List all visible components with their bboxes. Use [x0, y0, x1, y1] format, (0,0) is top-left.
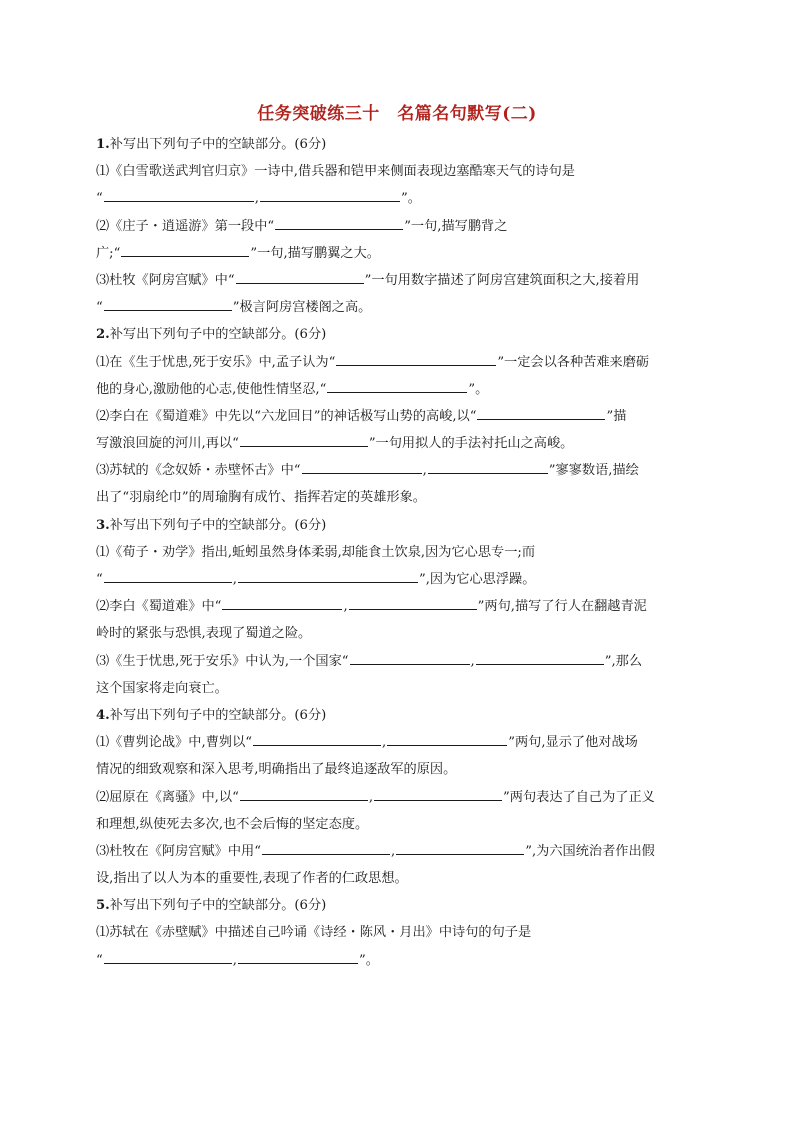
- comma: ,: [470, 653, 475, 669]
- q4-item-2-text: 和理想,纵使死去多次,也不会后悔的坚定态度。: [96, 816, 369, 832]
- answer-blank[interactable]: [104, 186, 254, 202]
- q3-item-3-text: 这个国家将走向衰亡。: [96, 680, 228, 696]
- comma: ,: [232, 572, 237, 587]
- q1-item-3-text: ”一句用数字描述了阿房宫建筑面积之大,接着用: [364, 272, 640, 288]
- question-number: 3.: [96, 517, 110, 533]
- q1-item-1-line-1: [96, 158, 698, 185]
- comma: ,: [391, 843, 396, 859]
- answer-blank[interactable]: [240, 785, 368, 801]
- answer-blank[interactable]: [387, 730, 507, 746]
- question-number: 4.: [96, 707, 110, 723]
- q4-item-2-line-2: [96, 811, 698, 838]
- answer-blank[interactable]: [275, 214, 403, 230]
- q4-item-1-line-2: [96, 756, 698, 783]
- q2-item-2-line-1: [96, 403, 698, 430]
- q3-item-3-text: ”,那么: [604, 653, 643, 669]
- q1-item-2-text: ”一句,描写鹏背之: [404, 218, 508, 234]
- q3-item-2-line-2: [96, 620, 698, 647]
- q4-item-3-text: ⑶杜牧在《阿房宫赋》中用“: [96, 843, 261, 859]
- comma: ,: [382, 735, 387, 751]
- q2-item-1-text: ⑴在《生于忧患,死于安乐》中,孟子认为“: [96, 354, 336, 370]
- answer-blank[interactable]: [236, 268, 364, 284]
- answer-blank[interactable]: [121, 241, 249, 257]
- comma: ,: [232, 952, 237, 968]
- q4-item-3-line-2: [96, 865, 698, 892]
- q2-item-1-text: 他的身心,激励他的心志,使他性情坚忍,“: [96, 381, 327, 397]
- q4-item-1-text: ”两句,显示了他对战场: [508, 735, 638, 751]
- q4-item-2-text: ”两句表达了自己为了正义: [503, 789, 655, 805]
- comma: ,: [422, 463, 427, 479]
- q4-item-3-text: ”,为六国统治者作出假: [525, 843, 655, 859]
- q4-item-1-text: 情况的细致观察和深入思考,明确指出了最终追逐敌军的原因。: [96, 762, 457, 778]
- question-5-heading: [96, 892, 698, 919]
- question-3-heading: [96, 512, 698, 539]
- answer-blank[interactable]: [476, 649, 604, 665]
- q4-item-3-line-1: [96, 838, 698, 865]
- q3-item-1-text: ”,因为它心思浮躁。: [418, 572, 536, 587]
- q3-item-3-line-2: [96, 675, 698, 702]
- question-4-heading: [96, 702, 698, 729]
- q1-item-2-line-2: [96, 240, 698, 267]
- answer-blank[interactable]: [238, 567, 418, 583]
- q2-item-2-line-2: [96, 430, 698, 457]
- q2-item-3-line-2: [96, 484, 698, 511]
- q1-item-2-line-1: [96, 213, 698, 240]
- q4-item-1-line-1: [96, 729, 698, 756]
- q2-item-1-line-1: [96, 349, 698, 376]
- q4-item-3-text: 设,指出了以人为本的重要性,表现了作者的仁政思想。: [96, 871, 408, 887]
- q1-item-1-line-2: [96, 185, 698, 212]
- q1-item-3-text: ⑶杜牧《阿房宫赋》中“: [96, 272, 235, 288]
- comma: ,: [254, 191, 259, 207]
- q5-item-1-text: ⑴苏轼在《赤壁赋》中描述自己吟诵《诗经・陈风・月出》中诗句的句子是: [96, 925, 532, 941]
- question-number: 2.: [96, 327, 110, 343]
- question-instruction: 补写出下列句子中的空缺部分。(6分): [109, 707, 327, 723]
- question-1-heading: [96, 131, 698, 158]
- quote-open: “: [96, 300, 103, 316]
- answer-blank[interactable]: [238, 948, 358, 964]
- question-instruction: 补写出下列句子中的空缺部分。(6分): [109, 327, 327, 343]
- answer-blank[interactable]: [374, 785, 502, 801]
- q2-item-2-text: ⑵李白在《蜀道难》中先以“六龙回日”的神话极写山势的高峻,以“: [96, 408, 477, 424]
- q1-item-2-text: 广;“: [96, 245, 121, 261]
- answer-blank[interactable]: [240, 431, 368, 447]
- question-number: 1.: [96, 137, 110, 152]
- question-list: [96, 131, 698, 974]
- q3-item-2-text: ⑵李白《蜀道难》中“: [96, 599, 222, 615]
- q2-item-2-text: 写激浪回旋的河川,再以“: [96, 436, 239, 452]
- question-instruction: 补写出下列句子中的空缺部分。(6分): [109, 898, 327, 914]
- question-instruction: 补写出下列句子中的空缺部分。(6分): [109, 137, 327, 152]
- q2-item-3-text: ⑶苏轼的《念奴娇・赤壁怀古》中“: [96, 463, 301, 479]
- answer-blank[interactable]: [104, 295, 232, 311]
- q5-item-1-line-1: [96, 919, 698, 946]
- question-instruction: 补写出下列句子中的空缺部分。(6分): [109, 517, 327, 533]
- q2-item-3-text: 出了“羽扇纶巾”的周瑜胸有成竹、指挥若定的英雄形象。: [96, 490, 426, 506]
- answer-blank[interactable]: [253, 730, 381, 746]
- answer-blank[interactable]: [349, 594, 477, 610]
- answer-blank[interactable]: [396, 839, 524, 855]
- q3-item-1-line-2: [96, 566, 698, 593]
- quote-open: “: [96, 191, 103, 207]
- q1-item-3-line-1: [96, 267, 698, 294]
- q1-item-1-text: ⑴《白雪歌送武判官归京》一诗中,借兵器和铠甲来侧面表现边塞酷寒天气的诗句是: [96, 164, 575, 180]
- answer-blank[interactable]: [336, 350, 496, 366]
- q3-item-3-text: ⑶《生于忧患,死于安乐》中认为,一个国家“: [96, 653, 349, 669]
- q4-item-2-text: ⑵屈原在《离骚》中,以“: [96, 789, 239, 805]
- q1-item-3-text: ”极言阿房宫楼阁之高。: [232, 300, 372, 316]
- q2-item-2-text: ”描: [606, 408, 627, 424]
- q3-item-2-line-1: [96, 593, 698, 620]
- q3-item-1-text: ⑴《荀子・劝学》指出,蚯蚓虽然身体柔弱,却能食土饮泉,因为它心思专一;而: [96, 544, 536, 560]
- q2-item-3-text: ”寥寥数语,描绘: [548, 463, 639, 479]
- quote-open: “: [96, 572, 103, 587]
- question-number: 5.: [96, 898, 110, 914]
- q2-item-3-line-1: [96, 457, 698, 484]
- quote-close: ”。: [468, 381, 489, 397]
- quote-close: ”。: [358, 952, 379, 968]
- answer-blank[interactable]: [302, 458, 422, 474]
- answer-blank[interactable]: [327, 377, 467, 393]
- q2-item-1-text: ”一定会以各种苦难来磨砺: [497, 354, 650, 370]
- q3-item-2-text: ”两句,描写了行人在翻越青泥: [477, 599, 647, 615]
- answer-blank[interactable]: [104, 948, 232, 964]
- page-title: 任务突破练三十 名篇名句默写(二): [257, 104, 537, 124]
- answer-blank[interactable]: [428, 458, 548, 474]
- q1-item-3-line-2: [96, 294, 698, 321]
- answer-blank[interactable]: [260, 186, 400, 202]
- answer-blank[interactable]: [350, 649, 470, 665]
- q3-item-3-line-1: [96, 648, 698, 675]
- q3-item-1-line-1: [96, 539, 698, 566]
- q4-item-2-line-1: [96, 784, 698, 811]
- q2-item-2-text: ”一句用拟人的手法衬托山之高峻。: [368, 436, 574, 452]
- answer-blank[interactable]: [477, 404, 605, 420]
- quote-close: ”。: [400, 191, 421, 207]
- question-2-heading: [96, 321, 698, 348]
- q4-item-1-text: ⑴《曹刿论战》中,曹刿以“: [96, 735, 252, 751]
- answer-blank[interactable]: [222, 594, 342, 610]
- answer-blank[interactable]: [262, 839, 390, 855]
- q3-item-2-text: 岭时的紧张与恐惧,表现了蜀道之险。: [96, 626, 312, 642]
- q2-item-1-line-2: [96, 376, 698, 403]
- quote-open: “: [96, 952, 103, 968]
- q1-item-2-text: ”一句,描写鹏翼之大。: [250, 245, 380, 261]
- q5-item-1-line-2: [96, 947, 698, 974]
- comma: ,: [343, 599, 348, 615]
- comma: ,: [368, 789, 374, 805]
- answer-blank[interactable]: [104, 567, 232, 583]
- q1-item-2-text: ⑵《庄子・逍遥游》第一段中“: [96, 218, 275, 234]
